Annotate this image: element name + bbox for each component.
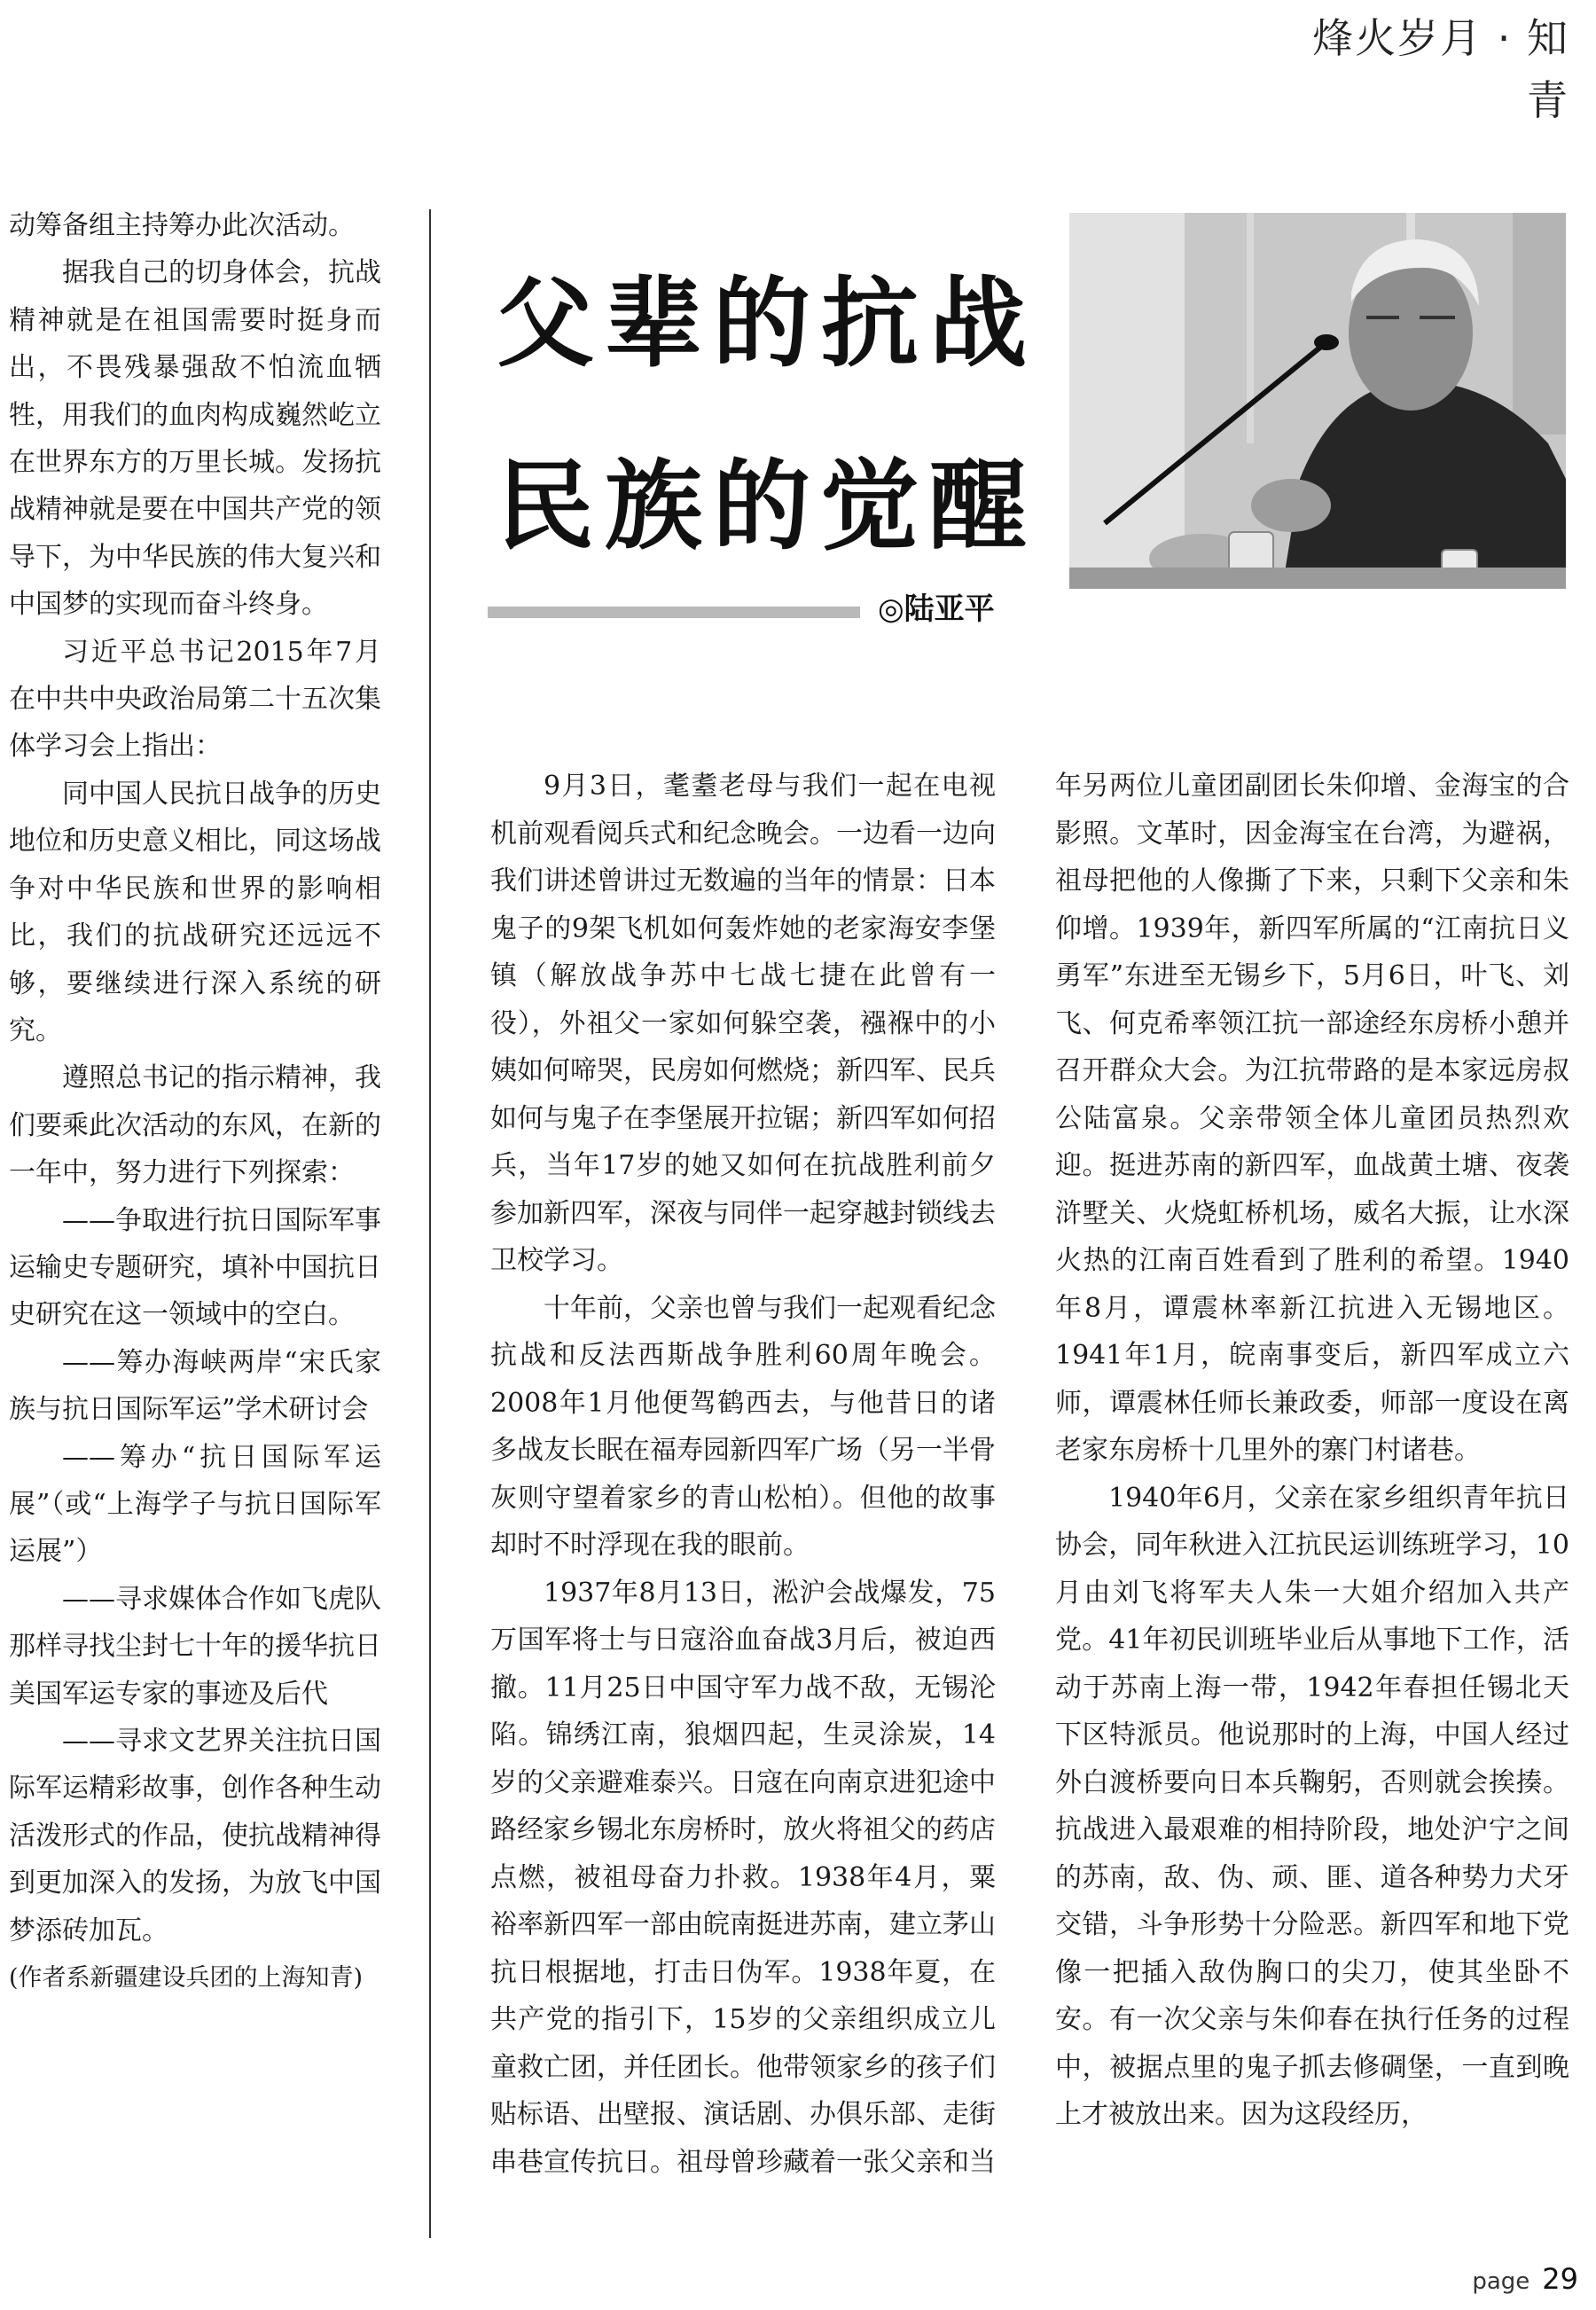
left-paragraph: ——筹办海峡两岸“宋氏家族与抗日国际军运”学术研讨会: [9, 1346, 381, 1426]
left-paragraph: ——筹办“抗日国际军运展”（或“上海学子与抗日国际军运展”）: [9, 1441, 381, 1568]
right-paragraph: 年另两位儿童团副团长朱仰增、金海宝的合影照。文革时，因金海宝在台湾，为避祸，祖母把他的人像撕了下来，只剩下父亲和朱仰增。1939年，新四军所属的“江南抗日义勇军”东进至无锡乡下，5月6日，叶飞、刘飞、何克希率领江抗一部途经东房桥小憩并召开群众大会。为江抗带路的是本家远房叔公陆富泉。父亲带领全体儿童团员热烈欢迎。挺进苏南的新四军，血战黄土塘、夜袭浒墅关、火烧虹桥机场，威名大振，让水深火热的江南百姓看到了胜利的希望。1940年8月，谭震林率新江抗进入无锡地区。1941年1月，皖南事变后，新四军成立六师，谭震林任师长兼政委，师部一度设在离老家东房桥十几里外的寨门村诸巷。: [1055, 771, 1569, 1466]
left-paragraph: 习近平总书记2015年7月在中共中央政治局第二十五次集体学习会上指出：: [9, 636, 381, 763]
left-paragraph: ——争取进行抗日国际军事运输史专题研究，填补中国抗日史研究在这一领域中的空白。: [9, 1204, 381, 1331]
author-note: (作者系新疆建设兵团的上海知青): [9, 1964, 364, 1993]
right-paragraph: 1940年6月，父亲在家乡组织青年抗日协会，同年秋进入江抗民运训练班学习，10月由刘飞将军夫人朱一大姐介绍加入共产党。41年初民训班毕业后从事地下工作，活动于苏南上海一带，1942年春担任锡北天下区特派员。他说那时的上海，中国人经过外白渡桥要向日本兵鞠躬，否则就会挨揍。抗战进入最艰难的相持阶段，地处沪宁之间的苏南，敌、伪、顽、匪、道各种势力犬牙交错，斗争形势十分险恶。新四军和地下党像一把插入敌伪胸口的尖刀，使其坐卧不安。有一次父亲与朱仰春在执行任务的过程中，被据点里的鬼子抓去修碉堡，一直到晚上才被放出来。因为这段经历，: [1055, 1482, 1569, 2130]
author-photo: [1069, 213, 1566, 589]
right-column: [1055, 763, 1569, 2139]
left-paragraph: 动筹备组主持筹办此次活动。: [9, 210, 355, 241]
left-column: [9, 202, 381, 2001]
left-paragraph: 据我自己的切身体会，抗战精神就是在祖国需要时挺身而出，不畏残暴强敌不怕流血牺牲，用我们的血肉构成巍然屹立在世界东方的万里长城。发扬抗战精神就是要在中国共产党的领导下，为中华民族的伟大复兴和中国梦的实现而奋斗终身。: [9, 257, 381, 621]
page-label: page: [1472, 2268, 1530, 2295]
speaker-illustration: [1069, 213, 1566, 589]
section-header: 烽火岁月 · 知青: [1312, 14, 1569, 124]
middle-paragraph: 1937年8月13日，淞沪会战爆发，75万国军将士与日寇浴血奋战3月后，被迫西撤。11月25日中国守军力战不敌，无锡沦陷。锦绣江南，狼烟四起，生灵涂炭，14岁的父亲避难泰兴。日寇在向南京进犯途中路经家乡锡北东房桥时，放火将祖父的药店点燃，被祖母奋力扑救。1938年4月，粟裕率新四军一部由皖南挺进苏南，建立茅山抗日根据地，打击日伪军。1938年夏，在共产党的指引下，15岁的父亲组织成立儿童救亡团，并任团长。他带领家乡的孩子们贴标语、出壁报、演话剧、办俱乐部、走街串巷宣传抗日。祖母曾珍藏着一张父亲和当: [490, 1577, 996, 2178]
page-footer: [1436, 2261, 1578, 2297]
page-number: 29: [1542, 2262, 1578, 2296]
author-byline: ◎陆亚平: [878, 591, 995, 627]
column-divider: [429, 209, 431, 2238]
left-paragraph: 同中国人民抗日战争的历史地位和历史意义相比，同这场战争对中华民族和世界的影响相比，我们的抗战研究还远远不够，要继续进行深入系统的研究。: [9, 778, 381, 1046]
middle-paragraph: 9月3日，耄耋老母与我们一起在电视机前观看阅兵式和纪念晚会。一边看一边向我们讲述曾讲过无数遍的当年的情景：日本鬼子的9架飞机如何轰炸她的老家海安李堡镇（解放战争苏中七战七捷在此曾有一役），外祖父一家如何躲空袭，襁褓中的小姨如何啼哭，民房如何燃烧；新四军、民兵如何与鬼子在李堡展开拉锯；新四军如何招兵，当年17岁的她又如何在抗战胜利前夕参加新四军，深夜与同伴一起穿越封锁线去卫校学习。: [490, 771, 996, 1276]
middle-paragraph: 十年前，父亲也曾与我们一起观看纪念抗战和反法西斯战争胜利60周年晚会。2008年1月他便驾鹤西去，与他昔日的诸多战友长眠在福寿园新四军广场（另一半骨灰则守望着家乡的青山松柏）。但他的故事却时不时浮现在我的眼前。: [490, 1292, 996, 1561]
title-line-2: 民族的觉醒: [497, 449, 1037, 563]
left-paragraph: 遵照总书记的指示精神，我们要乘此次活动的东风，在新的一年中，努力进行下列探索：: [9, 1062, 381, 1189]
title-underline-bar: [488, 607, 860, 618]
left-paragraph: ——寻求媒体合作如飞虎队那样寻找尘封七十年的援华抗日美国军运专家的事迹及后代: [9, 1583, 381, 1710]
article-title: [497, 232, 1064, 598]
left-paragraph: ——寻求文艺界关注抗日国际军运精彩故事，创作各种生动活泼形式的作品，使抗战精神得到更加深入的发扬，为放飞中国梦添砖加瓦。: [9, 1726, 381, 1946]
middle-column: [490, 763, 996, 2186]
title-line-1: 父辈的抗战: [497, 266, 1037, 380]
